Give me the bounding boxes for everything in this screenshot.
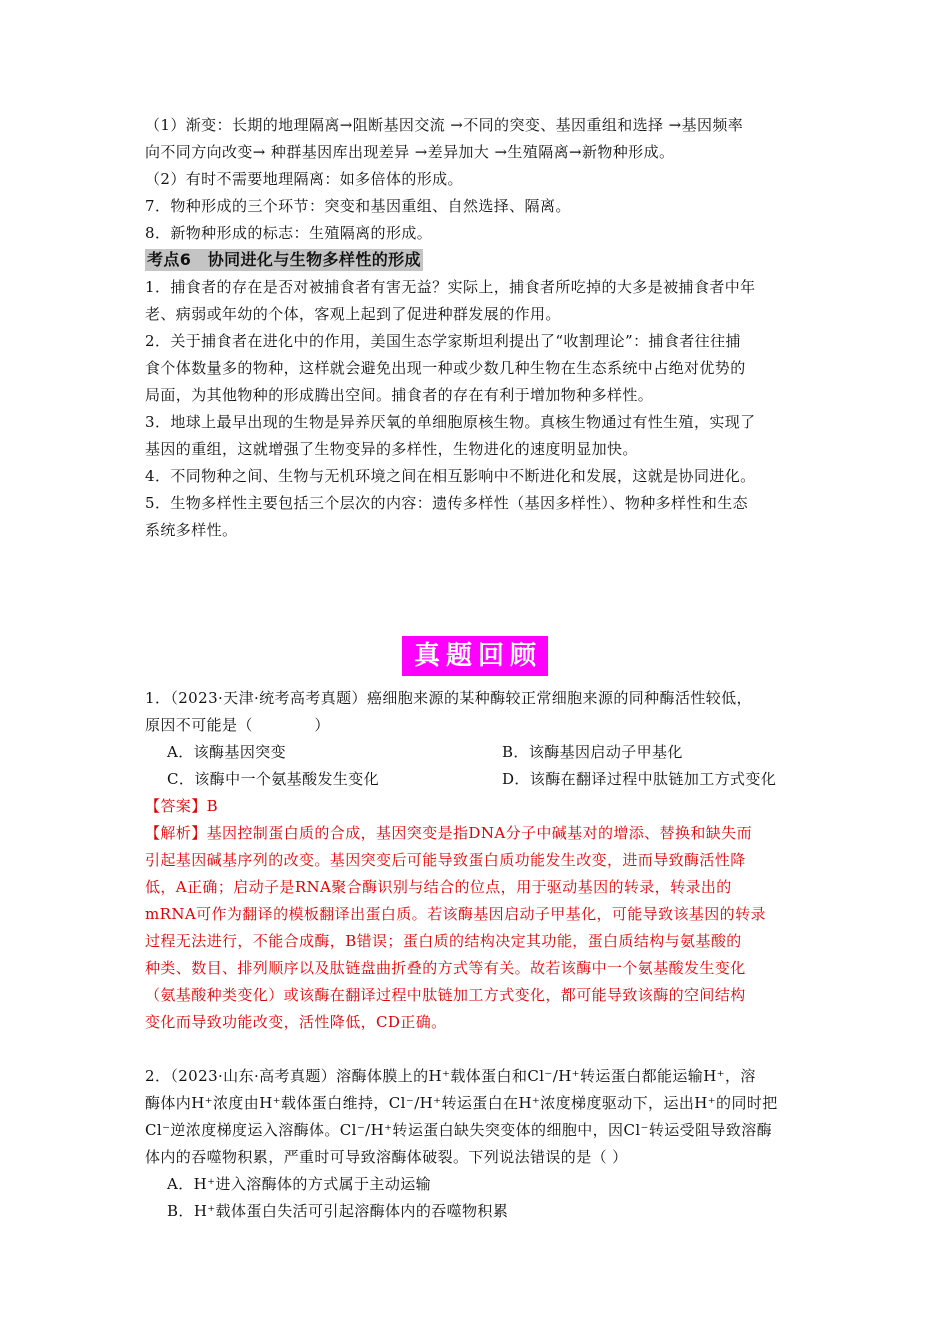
question-stem: 酶体内H⁺浓度由H⁺载体蛋白维持，Cl⁻/H⁺转运蛋白在H⁺浓度梯度驱动下，运出H⁺的同时把 xyxy=(145,1094,778,1112)
section-speciation xyxy=(145,112,815,247)
text-line: 1．捕食者的存在是否对被捕食者有害无益？实际上，捕食者所吃掉的大多是被捕食者中年 xyxy=(145,278,756,296)
text-line: 向不同方向改变→ 种群基因库出现差异 →差异加大 →生殖隔离→新物种形成。 xyxy=(145,143,675,161)
analysis-line: mRNA可作为翻译的模板翻译出蛋白质。若该酶基因启动子甲基化，可能导致该基因的转录 xyxy=(145,905,766,923)
section-heading: 考点6 协同进化与生物多样性的形成 xyxy=(147,250,421,269)
option-b: B．H⁺载体蛋白失活可引起溶酶体内的吞噬物积累 xyxy=(167,1202,509,1220)
text-line: （2）有时不需要地理隔离：如多倍体的形成。 xyxy=(145,170,463,188)
text-line: 3．地球上最早出现的生物是异养厌氧的单细胞原核生物。真核生物通过有性生殖，实现了 xyxy=(145,413,756,431)
analysis-line: 过程无法进行，不能合成酶，B错误；蛋白质的结构决定其功能，蛋白质结构与氨基酸的 xyxy=(145,932,742,950)
question-stem: 原因不可能是（ ） xyxy=(145,716,330,734)
question-2 xyxy=(145,1063,815,1225)
text-line: 7．物种形成的三个环节：突变和基因重组、自然选择、隔离。 xyxy=(145,197,571,215)
question-stem: 2．（2023·山东·高考真题）溶酶体膜上的H⁺载体蛋白和Cl⁻/H⁺转运蛋白都能运输H⁺，溶 xyxy=(145,1067,756,1085)
text-line: 老、病弱或年幼的个体，客观上起到了促进种群发展的作用。 xyxy=(145,305,561,323)
page-body xyxy=(145,112,815,544)
review-banner: 真题回顾 xyxy=(402,636,548,676)
text-line: 5．生物多样性主要包括三个层次的内容：遗传多样性（基因多样性）、物种多样性和生态 xyxy=(145,494,749,512)
text-line: 2．关于捕食者在进化中的作用，美国生态学家斯坦利提出了“收割理论”：捕食者往往捕 xyxy=(145,332,741,350)
question-stem: 体内的吞噬物积累，严重时可导致溶酶体破裂。下列说法错误的是（ ） xyxy=(145,1148,628,1166)
answer: 【答案】B xyxy=(145,797,219,815)
text-line: （1）渐变：长期的地理隔离→阻断基因交流 →不同的突变、基因重组和选择 →基因频率 xyxy=(145,116,744,134)
text-line: 4．不同物种之间、生物与无机环境之间在相互影响中不断进化和发展，这就是协同进化。 xyxy=(145,467,756,485)
option-b: B．该酶基因启动子甲基化 xyxy=(502,743,683,761)
analysis-line: （氨基酸种类变化）或该酶在翻译过程中肽链加工方式变化，都可能导致该酶的空间结构 xyxy=(145,986,746,1004)
analysis-line: 低，A正确；启动子是RNA聚合酶识别与结合的位点，用于驱动基因的转录，转录出的 xyxy=(145,878,732,896)
option-d: D．该酶在翻译过程中肽链加工方式变化 xyxy=(502,770,777,788)
text-line: 系统多样性。 xyxy=(145,521,238,539)
text-line: 基因的重组，这就增强了生物变异的多样性，生物进化的速度明显加快。 xyxy=(145,440,638,458)
analysis-line: 变化而导致功能改变，活性降低，CD正确。 xyxy=(145,1013,447,1031)
option-a: A．H⁺进入溶酶体的方式属于主动运输 xyxy=(167,1175,432,1193)
section-coevolution xyxy=(145,247,815,544)
analysis-line: 【解析】基因控制蛋白质的合成，基因突变是指DNA分子中碱基对的增添、替换和缺失而 xyxy=(145,824,752,842)
text-line: 食个体数量多的物种，这样就会避免出现一种或少数几种生物在生态系统中占绝对优势的 xyxy=(145,359,746,377)
analysis-line: 引起基因碱基序列的改变。基因突变后可能导致蛋白质功能发生改变，进而导致酶活性降 xyxy=(145,851,746,869)
text-line: 局面，为其他物种的形成腾出空间。捕食者的存在有利于增加物种多样性。 xyxy=(145,386,654,404)
option-c: C．该酶中一个氨基酸发生变化 xyxy=(167,770,380,788)
question-1 xyxy=(145,685,815,1036)
question-stem: 1．（2023·天津·统考高考真题）癌细胞来源的某种酶较正常细胞来源的同种酶活性较低， xyxy=(145,689,752,707)
question-stem: Cl⁻逆浓度梯度运入溶酶体。Cl⁻/H⁺转运蛋白缺失突变体的细胞中，因Cl⁻转运受阻导致溶酶 xyxy=(145,1121,773,1139)
text-line: 8．新物种形成的标志：生殖隔离的形成。 xyxy=(145,224,433,242)
option-a: A．该酶基因突变 xyxy=(167,743,287,761)
analysis-line: 种类、数目、排列顺序以及肽链盘曲折叠的方式等有关。故若该酶中一个氨基酸发生变化 xyxy=(145,959,746,977)
